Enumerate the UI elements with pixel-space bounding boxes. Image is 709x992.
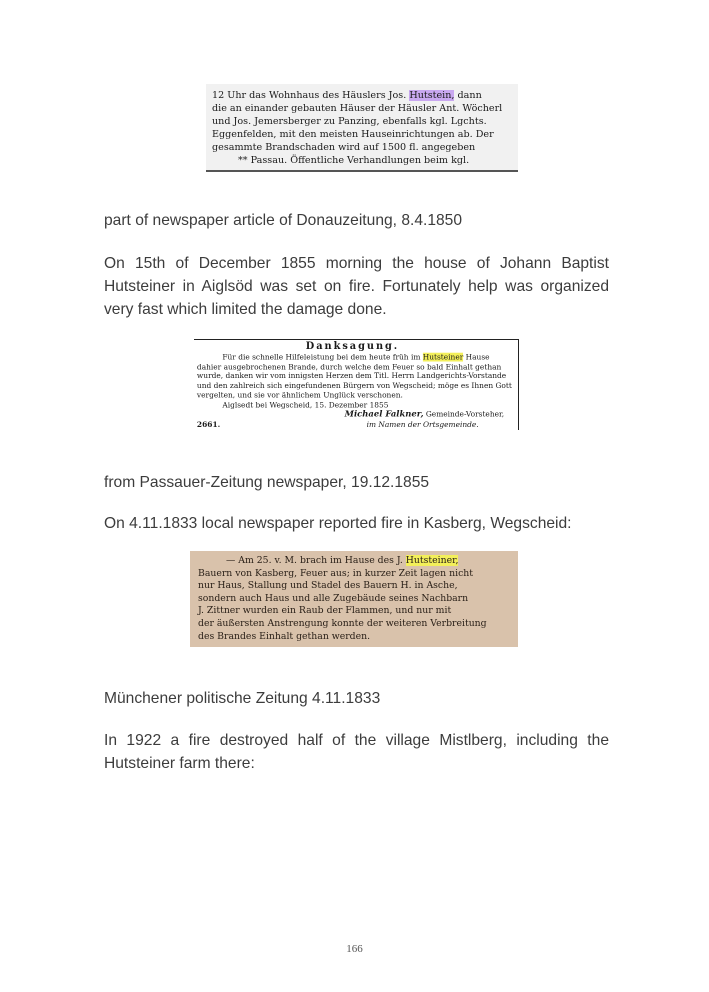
highlighted-name: Hutsteiner xyxy=(422,352,464,362)
caption-passauer-zeitung: from Passauer-Zeitung newspaper, 19.12.1855 xyxy=(104,474,430,491)
signatory-name: Michael Falkner, xyxy=(344,409,424,420)
highlighted-name: Hutsteiner, xyxy=(405,555,459,566)
clip1-line: Eggenfelden, mit den meisten Hauseinrichtungen ab. Der xyxy=(212,129,494,140)
clip3-line: des Brandes Einhalt gethan werden. xyxy=(198,630,371,642)
clip3-line: der äußersten Anstrengung konnte der weiteren Verbreitung xyxy=(198,617,487,629)
paragraph-aiglsoed-fire: On 15th of December 1855 morning the house of Johann Baptist Hutsteiner in Aiglsöd was set on fire. Fortunately help was organized very fast which limited the damage done. xyxy=(104,255,609,318)
clip1-line: ** Passau. Öffentliche Verhandlungen beim kgl. xyxy=(238,155,470,166)
notice-number: 2661. xyxy=(196,420,221,429)
clip3-line: J. Zittner wurden ein Raub der Flammen, und nur mit xyxy=(198,605,452,617)
clip1-line: die an einander gebauten Häuser der Häusler Ant. Wöcherl xyxy=(212,103,503,114)
clip2-line: vergelten, und sie vor ähnlichem Unglück verschonen. xyxy=(196,390,403,400)
page-number: 166 xyxy=(346,943,363,955)
paragraph-kasberg-fire: On 4.11.1833 local newspaper reported fire in Kasberg, Wegscheid: xyxy=(104,515,572,532)
clip3-line: nur Haus, Stallung und Stadel des Bauern H. in Asche, xyxy=(198,580,458,592)
clip3-line: sondern auch Haus und alle Zugebäude seines Nachbarn xyxy=(198,592,469,604)
paragraph-mistlberg-fire: In 1922 a fire destroyed half of the village Mistlberg, including the Hutsteiner farm there: xyxy=(104,732,609,772)
clip2-line: und den zahlreich sich eingefundenen Bürgern von Wegscheid; möge es Ihnen Gott xyxy=(196,381,512,390)
clip3-line: Bauern von Kasberg, Feuer aus; in kurzer Zeit lagen nicht xyxy=(198,567,473,579)
highlighted-name: Hutstein, xyxy=(409,90,455,101)
newspaper-clip-passauer-zeitung: Danksagung. Für die schnelle Hilfeleistung bei dem heute früh im Hutsteiner Hause dahier ausgebrochenen Brande, durch welche dem Feuer so bald Einhalt gethan wurde, danken wir vom innigsten Herzen dem Titl. Herrn Landgerichts-Vorstande und den zahlreich sich eingefundenen Bürgern von Wegscheid; möge es Ihnen Gott vergelten, und sie vor ähnlichem Unglück verschonen. Aiglsedt bei Wegscheid, 15. Dezember 1855 Michael Falkner, Gemeinde-Vorsteher, 2661. im Namen der Ortsgemeinde. xyxy=(194,339,519,430)
clip1-line: und Jos. Jemersberger zu Panzing, ebenfalls kgl. Lgchts. xyxy=(212,116,487,127)
newspaper-clip-muenchener-zeitung: — Am 25. v. M. brach im Hause des J. Hutsteiner, Bauern von Kasberg, Feuer aus; in kurzer Zeit lagen nicht nur Haus, Stallung und Stadel des Bauern H. in Asche, sondern auch Haus und alle Zugebäude seines Nachbarn J. Zittner wurden ein Raub der Flammen, und nur mit der äußersten Anstrengung konnte der weiteren Verbreitung des Brandes Einhalt gethan werden. xyxy=(190,551,518,647)
notice-title: Danksagung. xyxy=(305,340,400,352)
clip2-line: wurde, danken wir vom innigsten Herzen dem Titl. Herrn Landgerichts-Vorstande xyxy=(196,371,507,381)
clip1-line: 12 Uhr das Wohnhaus des Häuslers Jos. xyxy=(212,90,410,101)
clip2-line: Aiglsedt bei Wegscheid, 15. Dezember 1855 xyxy=(222,400,389,409)
clip1-line: gesammte Brandschaden wird auf 1500 fl. angegeben xyxy=(212,142,476,153)
clip2-line: dahier ausgebrochenen Brande, durch welche dem Feuer so bald Einhalt gethan xyxy=(196,362,502,372)
caption-muenchener-zeitung: Münchener politische Zeitung 4.11.1833 xyxy=(104,690,381,707)
newspaper-clip-donauzeitung: 12 Uhr das Wohnhaus des Häuslers Jos. Hutstein, dann die an einander gebauten Häuser der Häusler Ant. Wöcherl und Jos. Jemersberger zu Panzing, ebenfalls kgl. Lgchts. Eggenfelden, mit den meisten Hauseinrichtungen ab. Der gesammte Brandschaden wird auf 1500 fl. angegeben ** Passau. Öffentliche Verhandlungen beim kgl. xyxy=(206,84,518,172)
caption-donauzeitung: part of newspaper article of Donauzeitung, 8.4.1850 xyxy=(104,212,463,229)
